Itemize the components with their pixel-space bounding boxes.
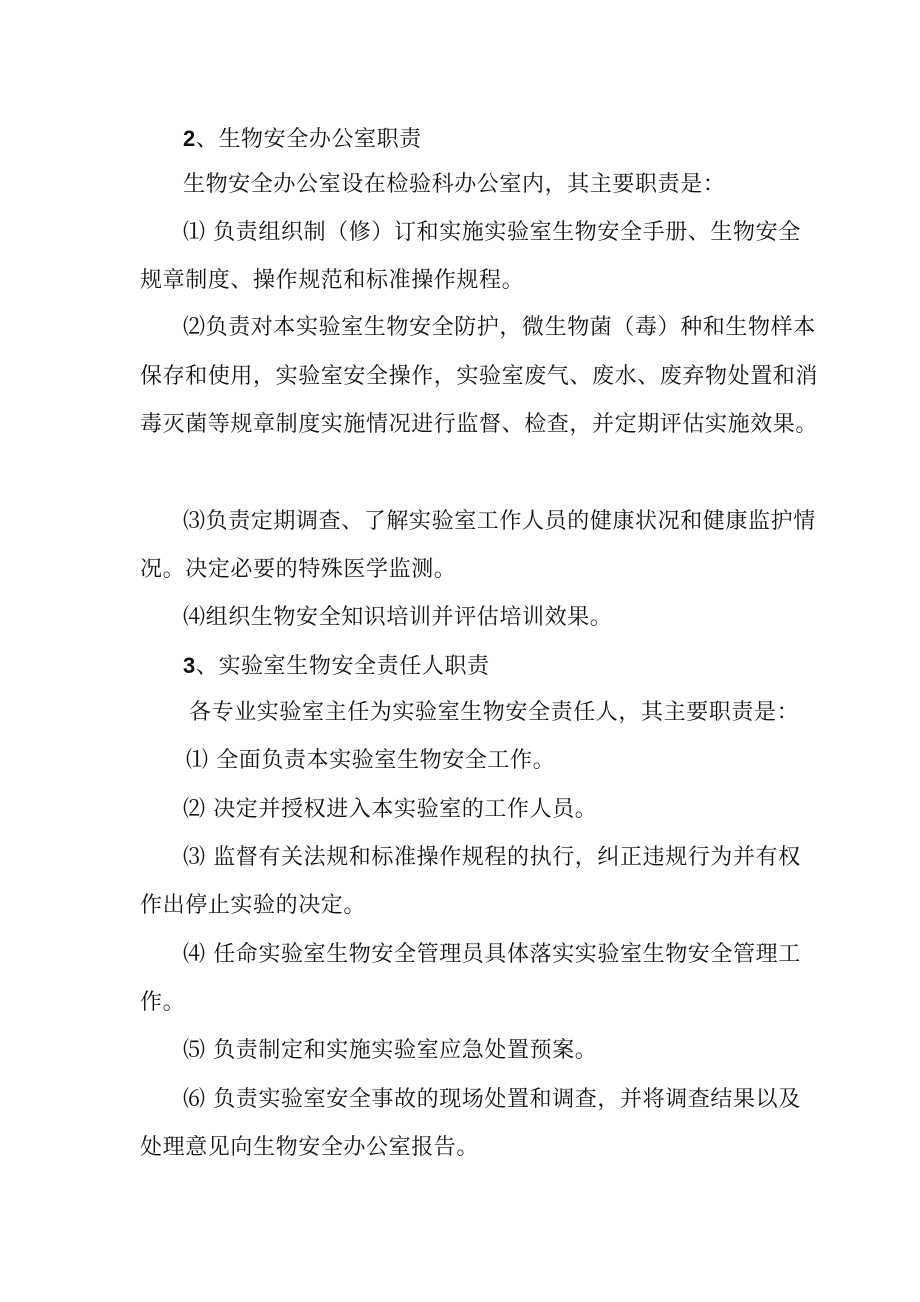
section2-item4-line1: ⑷组织生物安全知识培训并评估培训效果。 — [183, 605, 613, 630]
section2-item3-line1: ⑶负责定期调查、了解实验室工作人员的健康状况和健康监护情 — [183, 509, 816, 534]
section2-item1-line1: ⑴ 负责组织制（修）订和实施实验室生物安全手册、生物安全 — [183, 220, 801, 245]
section2-item2-line2: 保存和使用，实验室安全操作，实验室废气、废水、废弃物处置和消 — [140, 364, 819, 389]
section3-item5-line1: ⑸ 负责制定和实施实验室应急处置预案。 — [183, 1038, 598, 1063]
section3-intro: 各专业实验室主任为实验室生物安全责任人，其主要职责是： — [189, 700, 800, 725]
section3-heading-number: 3 — [183, 653, 196, 678]
section3-heading-text: 、实验室生物安全责任人职责 — [195, 654, 490, 679]
section3-item4-line2: 作。 — [140, 990, 186, 1015]
section2-intro: 生物安全办公室设在检验科办公室内，其主要职责是： — [183, 172, 726, 197]
section3-item4-line1: ⑷ 任命实验室生物安全管理员具体落实实验室生物安全管理工 — [183, 942, 801, 967]
section2-heading-text: 、生物安全办公室职责 — [195, 127, 422, 152]
section2-item2-line1: ⑵负责对本实验室生物安全防护，微生物菌（毒）种和生物样本 — [183, 315, 816, 340]
section3-item3-line2: 作出停止实验的决定。 — [140, 893, 367, 918]
section3-item2-line1: ⑵ 决定并授权进入本实验室的工作人员。 — [183, 797, 598, 822]
section3-item3-line1: ⑶ 监督有关法规和标准操作规程的执行，纠正违规行为并有权 — [183, 845, 801, 870]
section3-item6-line2: 处理意见向生物安全办公室报告。 — [140, 1135, 480, 1160]
section2-heading-number: 2 — [183, 126, 196, 151]
section3-heading — [183, 651, 490, 682]
section3-item6-line1: ⑹ 负责实验室安全事故的现场处置和调查，并将调查结果以及 — [183, 1087, 801, 1112]
section2-item3-line2: 况。决定必要的特殊医学监测。 — [140, 557, 457, 582]
section3-item1-line1: ⑴ 全面负责本实验室生物安全工作。 — [186, 748, 556, 773]
section2-item1-line2: 规章制度、操作规范和标准操作规程。 — [140, 268, 525, 293]
section2-item2-line3: 毒灭菌等规章制度实施情况进行监督、检查，并定期评估实施效果。 — [140, 412, 819, 437]
section2-heading — [183, 124, 422, 155]
